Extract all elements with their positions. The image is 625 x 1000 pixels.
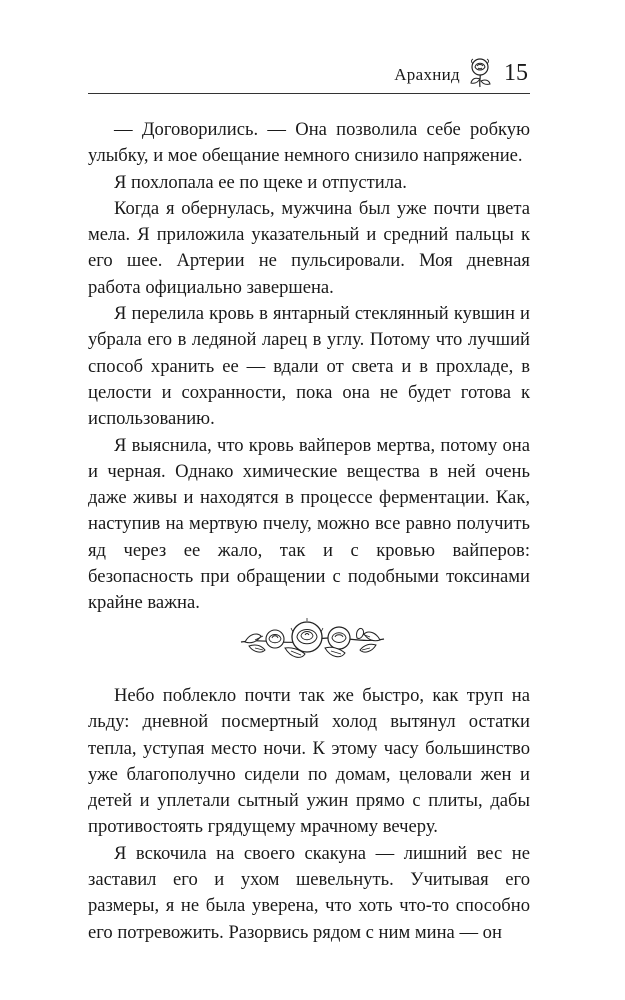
text-section-2 bbox=[88, 683, 530, 946]
paragraph: Небо поблекло почти так же быстро, как труп на льду: дневной посмертный холод вытянул остатки тепла, уступая место ночи. К этому часу большинство уже благополучно сидели по домам, целовали жен и детей и уплетали сытный ужин прямо с плиты, дабы противостоять грядущему мрачному вечеру. bbox=[88, 685, 530, 838]
paragraph: Я выяснила, что кровь вайперов мертва, потому она и черная. Однако химические вещества в ней очень даже живы и находятся в процессе ферментации. Как, наступив на мертвую пчелу, можно все равно получить яд через ее жало, так и с кровью вайперов: безопасность при обращении с подобными токсинами крайне важна. bbox=[88, 434, 530, 614]
running-header bbox=[88, 55, 530, 95]
rose-icon bbox=[466, 57, 494, 91]
text-section-1 bbox=[88, 117, 530, 617]
paragraph: — Договорились. — Она позволила себе робкую улыбку, и мое обещание немного снизило напряжение. bbox=[88, 119, 530, 167]
running-title: Арахнид bbox=[394, 65, 460, 84]
paragraph: Я вскочила на своего скакуна — лишний вес не заставил его и ухом шевельнуть. Учитывая его размеры, я не была уверена, что хоть что-то способно его потревожить. Разорвись рядом с ним мина — он bbox=[88, 842, 530, 943]
paragraph: Когда я обернулась, мужчина был уже почти цвета мела. Я приложила указательный и средний пальцы к его шее. Артерии не пульсировали. Моя дневная работа официально завершена. bbox=[88, 197, 530, 298]
paragraph: Я похлопала ее по щеке и отпустила. bbox=[114, 171, 407, 193]
paragraph: Я перелила кровь в янтарный стеклянный кувшин и убрала его в ледяной ларец в углу. Потому что лучший способ хранить ее — вдали от света и в прохладе, в целости и сохранности, пока она не будет готова к использованию. bbox=[88, 303, 530, 430]
header-rule bbox=[88, 93, 530, 94]
rose-ornament-icon bbox=[235, 612, 390, 664]
page-number: 15 bbox=[504, 60, 528, 86]
